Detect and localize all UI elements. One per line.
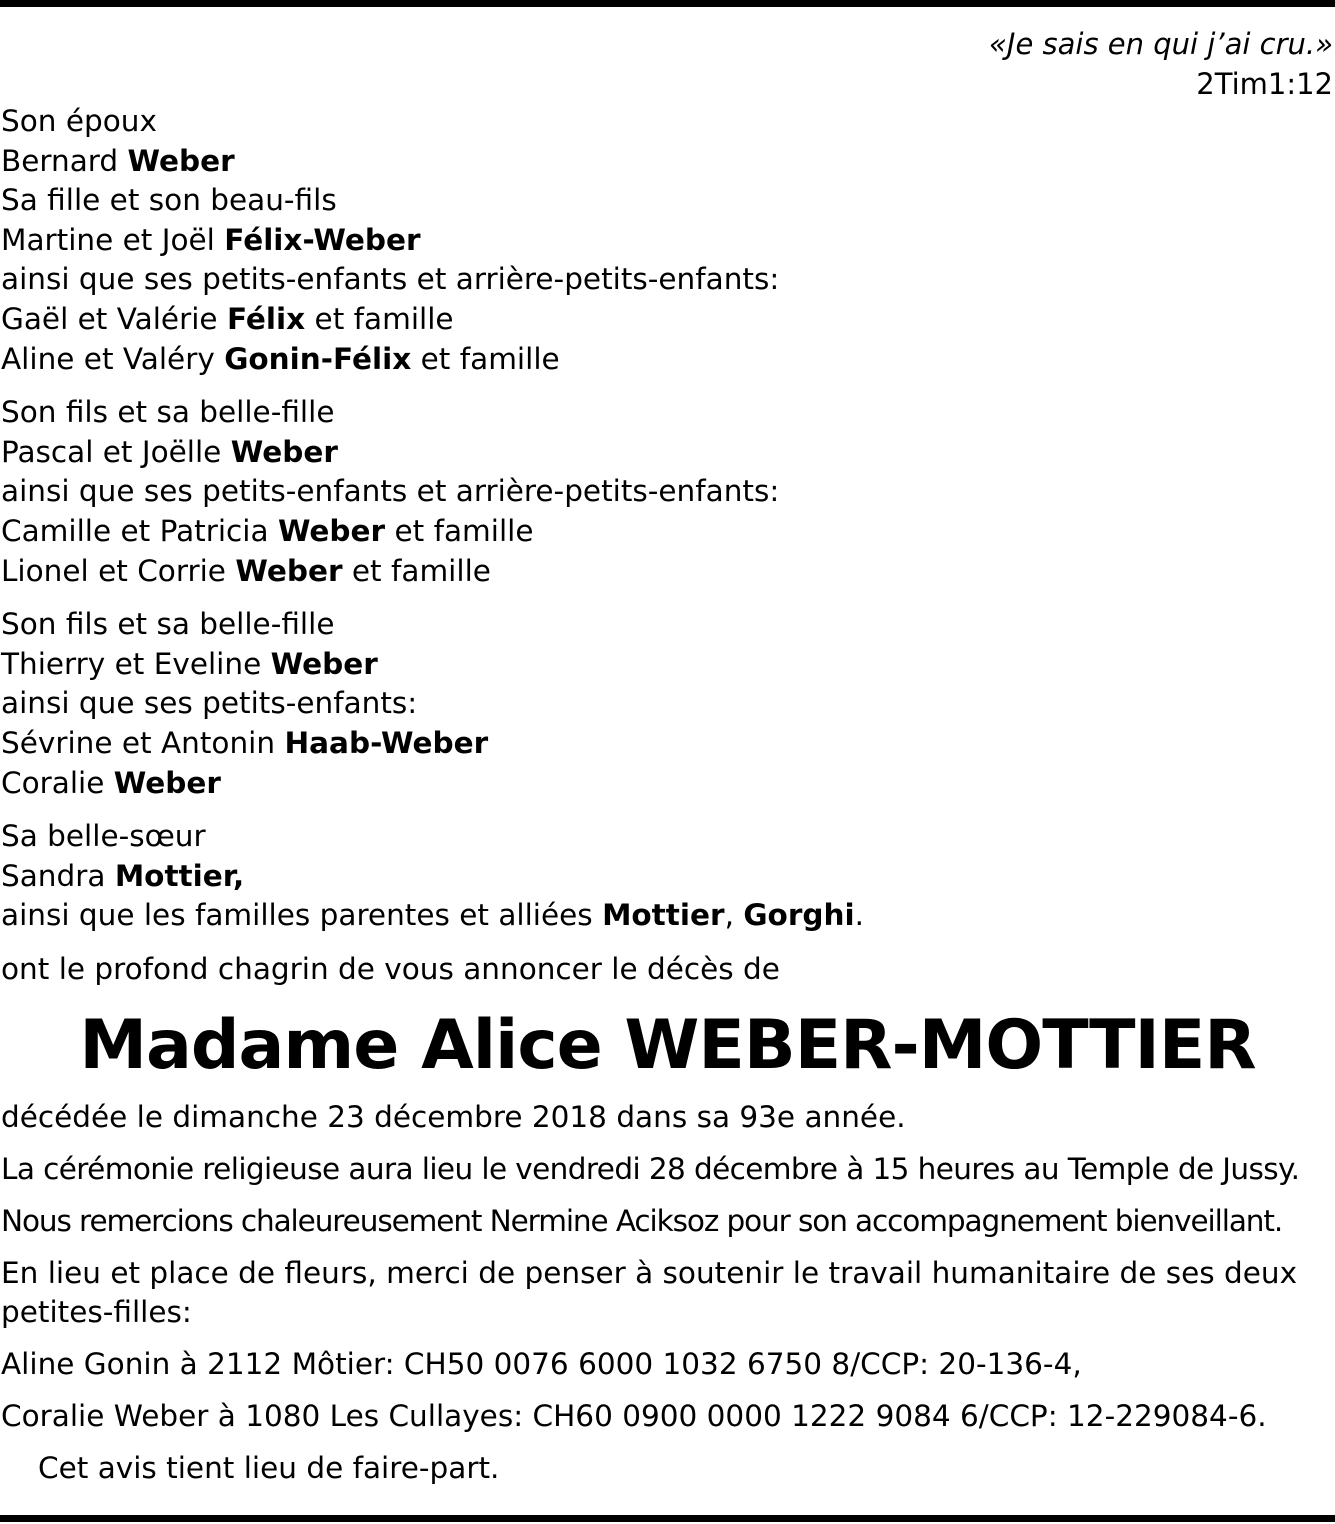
donations-line: En lieu et place de fleurs, merci de penser à soutenir le travail humanitaire de ses deux bbox=[1, 1256, 1298, 1290]
suffix: et famille bbox=[394, 513, 534, 548]
first-name: Martine et Joël bbox=[1, 222, 215, 257]
closing-note: Cet avis tient lieu de faire-part. bbox=[38, 1451, 500, 1485]
suffix: et famille bbox=[351, 553, 491, 588]
punctuation: , bbox=[233, 858, 245, 893]
family-member bbox=[1, 857, 1334, 897]
top-border-rule bbox=[0, 0, 1335, 7]
family-member bbox=[1, 300, 1334, 340]
epigraph-quote: «Je sais en qui j’ai cru.» bbox=[989, 27, 1333, 61]
family-group-sister-in-law bbox=[1, 817, 1334, 936]
first-name: Bernard bbox=[1, 143, 119, 178]
family-group-thierry bbox=[1, 605, 1334, 803]
deceased-name: Madame Alice WEBER-MOTTIER bbox=[79, 1006, 1256, 1085]
first-name: Lionel et Corrie bbox=[1, 553, 226, 588]
family-member bbox=[1, 724, 1334, 764]
relation-title: Sa belle-sœur bbox=[1, 819, 206, 854]
last-name: Gonin-Félix bbox=[224, 341, 412, 376]
punctuation: , bbox=[724, 898, 734, 933]
epigraph bbox=[989, 24, 1333, 104]
bottom-border-rule bbox=[0, 1515, 1335, 1522]
notice-details bbox=[1, 1098, 1334, 1488]
last-name: Félix bbox=[226, 301, 306, 336]
donations-text bbox=[1, 1254, 1334, 1332]
bank-account-aline: Aline Gonin à 2112 Môtier: CH50 0076 6000 1032 6750 8/CCP: 20-136-4, bbox=[1, 1347, 1082, 1381]
last-name: Weber bbox=[113, 765, 221, 800]
ceremony-text: La cérémonie religieuse aura lieu le vendredi 28 décembre à 15 heures au Temple de Jussy. bbox=[1, 1152, 1300, 1186]
first-name: Pascal et Joëlle bbox=[1, 434, 222, 469]
first-name: Coralie bbox=[1, 765, 105, 800]
bank-account-coralie: Coralie Weber à 1080 Les Cullayes: CH60 0900 0000 1222 9084 6/CCP: 12-229084-6. bbox=[1, 1399, 1267, 1433]
last-name: Haab-Weber bbox=[284, 725, 489, 760]
last-name: Weber bbox=[277, 513, 386, 548]
first-name: Camille et Patricia bbox=[1, 513, 269, 548]
descendants-intro: ainsi que ses petits-enfants: bbox=[1, 686, 418, 721]
death-date-text: décédée le dimanche 23 décembre 2018 dans sa 93e année. bbox=[1, 1100, 906, 1134]
relation-title: Son fils et sa belle-fille bbox=[1, 395, 335, 430]
last-name: Weber bbox=[270, 646, 378, 681]
last-name: Mottier bbox=[114, 858, 233, 893]
last-name: Weber bbox=[127, 143, 235, 178]
family-name: Gorghi bbox=[743, 898, 855, 933]
suffix: et famille bbox=[314, 301, 454, 336]
last-name: Félix-Weber bbox=[224, 222, 421, 257]
family-group-spouse-daughter bbox=[1, 102, 1334, 379]
family-member bbox=[1, 552, 1334, 592]
suffix: et famille bbox=[420, 341, 560, 376]
punctuation: . bbox=[854, 898, 864, 933]
first-name: Aline et Valéry bbox=[1, 341, 215, 376]
family-list bbox=[1, 102, 1334, 989]
family-member bbox=[1, 764, 1334, 804]
family-group-pascal bbox=[1, 393, 1334, 591]
last-name: Weber bbox=[235, 553, 343, 588]
family-name: Mottier bbox=[602, 898, 725, 933]
thanks-text: Nous remercions chaleureusement Nermine Aciksoz pour son accompagnement bienveillant. bbox=[1, 1204, 1283, 1238]
family-member bbox=[1, 433, 1334, 473]
descendants-intro: ainsi que ses petits-enfants et arrière-petits-enfants: bbox=[1, 262, 780, 297]
descendants-intro: ainsi que ses petits-enfants et arrière-petits-enfants: bbox=[1, 474, 780, 509]
family-member bbox=[1, 645, 1334, 685]
family-member bbox=[1, 512, 1334, 552]
epigraph-reference: 2Tim1:12 bbox=[1196, 67, 1333, 101]
families-intro: ainsi que les familles parentes et alliées bbox=[1, 898, 593, 933]
family-member bbox=[1, 340, 1334, 380]
last-name: Weber bbox=[230, 434, 338, 469]
first-name: Sandra bbox=[1, 858, 106, 893]
family-member bbox=[1, 221, 1334, 261]
announcement-text: ont le profond chagrin de vous annoncer le décès de bbox=[1, 951, 780, 986]
allied-families bbox=[1, 896, 1334, 936]
family-member bbox=[1, 142, 1334, 182]
relation-title: Sa fille et son beau-fils bbox=[1, 183, 337, 218]
first-name: Sévrine et Antonin bbox=[1, 725, 276, 760]
relation-title: Son fils et sa belle-fille bbox=[1, 607, 335, 642]
first-name: Gaël et Valérie bbox=[1, 301, 218, 336]
relation-title: Son époux bbox=[1, 104, 157, 138]
first-name: Thierry et Eveline bbox=[1, 646, 262, 681]
donations-line: petites-filles: bbox=[1, 1295, 192, 1329]
